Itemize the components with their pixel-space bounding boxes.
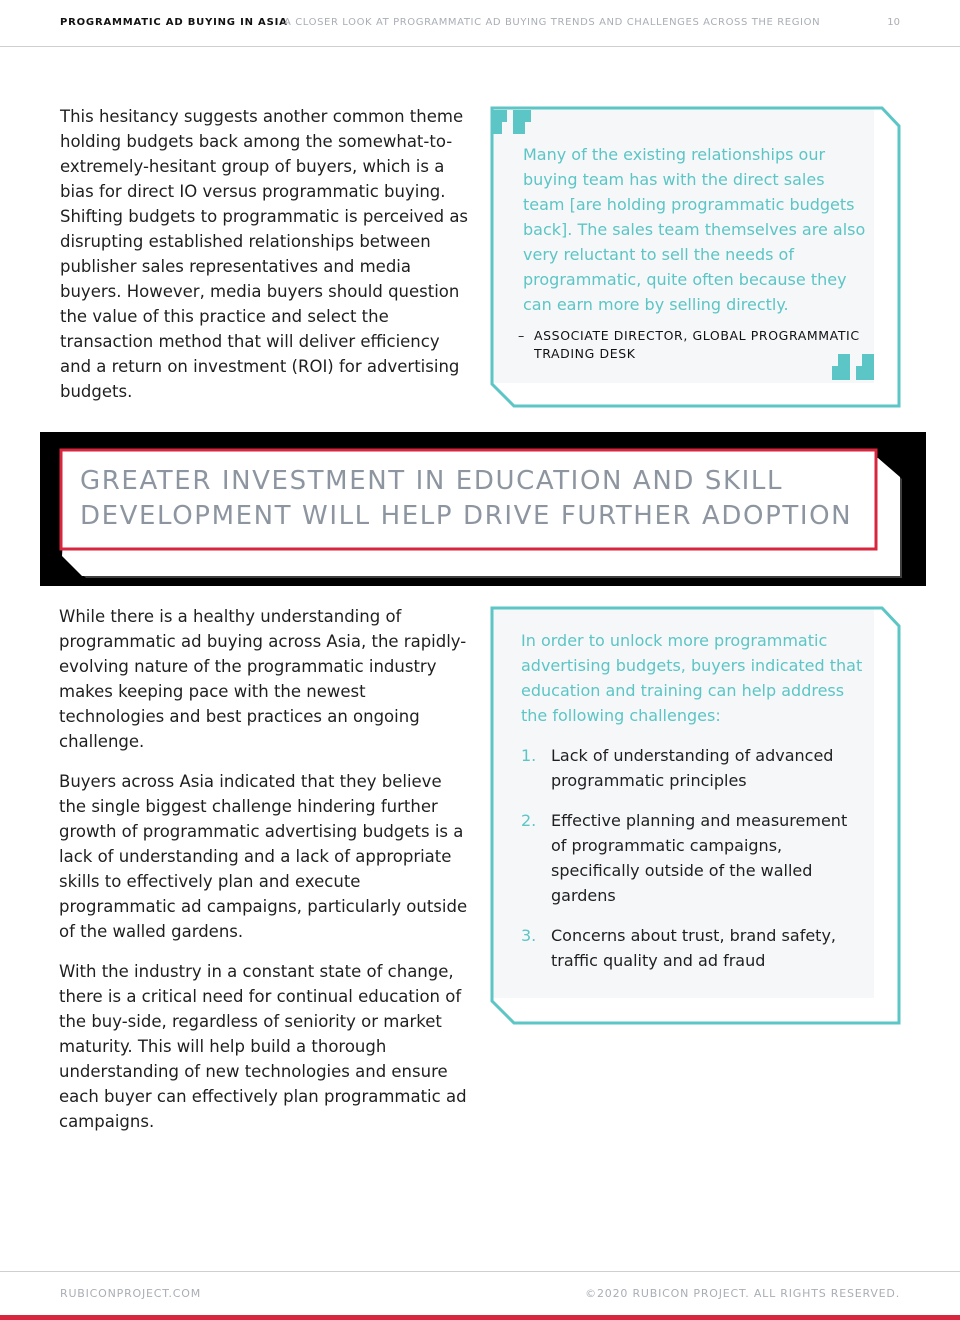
section-paragraph-3: With the industry in a constant state of change, there is a critical need for continual education of the buy-side, regardless of seniority or market maturity. This will help build a thorough understanding of new technologies and ensure each buyer can effectively plan programmatic ad campaigns. bbox=[59, 962, 467, 1131]
challenges-callout bbox=[490, 606, 901, 1026]
challenges-intro: In order to unlock more programmatic advertising budgets, buyers indicated that education and training can help address the following challenges: bbox=[521, 631, 863, 725]
attribution-text: ASSOCIATE DIRECTOR, GLOBAL PROGRAMMATIC TRADING DESK bbox=[534, 328, 860, 361]
list-item-text: Concerns about trust, brand safety, traffic quality and ad fraud bbox=[551, 926, 836, 970]
attribution-dash: – bbox=[518, 328, 525, 343]
page-number: 10 bbox=[887, 17, 900, 28]
intro-paragraph: This hesitancy suggests another common theme holding budgets back among the somewhat-to-extremely-hesitant group of buyers, which is a bias for direct IO versus programmatic buying. Shifting budgets to programmatic is perceived as disrupting established relationships between publisher sales representatives and media buyers. However, media buyers should question the value of this practice and select the transaction method that will deliver efficiency and a return on investment (ROI) for advertising budgets. bbox=[60, 107, 469, 401]
list-item-number: 2. bbox=[521, 811, 537, 830]
section-title: GREATER INVESTMENT IN EDUCATION AND SKILL DEVELOPMENT WILL HELP DRIVE FURTHER ADOPTION bbox=[80, 466, 853, 531]
footer-divider bbox=[0, 1271, 960, 1272]
challenges-body bbox=[521, 628, 866, 988]
section-paragraph-1: While there is a healthy understanding of programmatic ad buying across Asia, the rapidly-evolving nature of the programmatic industry makes keeping pace with the newest technologies and best practices an ongoing challenge. bbox=[59, 607, 467, 751]
list-item-text: Lack of understanding of advanced programmatic principles bbox=[551, 746, 834, 790]
list-item-text: Effective planning and measurement of programmatic campaigns, specifically outside of the walled gardens bbox=[551, 811, 848, 905]
page-header bbox=[0, 0, 960, 47]
section-body bbox=[59, 604, 471, 1149]
footer-copyright: ©2020 RUBICON PROJECT. ALL RIGHTS RESERVED. bbox=[585, 1287, 900, 1300]
quote-body bbox=[518, 142, 868, 363]
quote-attribution bbox=[518, 327, 868, 363]
footer-website-link[interactable]: RUBICONPROJECT.COM bbox=[60, 1287, 202, 1300]
intro-column bbox=[60, 104, 470, 419]
section-banner bbox=[40, 432, 926, 586]
list-item bbox=[521, 743, 866, 793]
list-item-number: 1. bbox=[521, 746, 537, 765]
list-item-number: 3. bbox=[521, 926, 537, 945]
challenges-list bbox=[521, 743, 866, 973]
section-paragraph-2: Buyers across Asia indicated that they believe the single biggest challenge hindering further growth of programmatic advertising budgets is a lack of understanding and a lack of appropriate skills to effectively plan and execute programmatic ad campaigns, particularly outside of the walled gardens. bbox=[59, 772, 468, 941]
quote-text: Many of the existing relationships our buying team has with the direct sales team [are holding programmatic budgets back]. The sales team themselves are also very reluctant to sell the needs of programmatic, quite often because they can earn more by selling directly. bbox=[523, 145, 866, 314]
header-subtitle: A CLOSER LOOK AT PROGRAMMATIC AD BUYING TRENDS AND CHALLENGES ACROSS THE REGION bbox=[284, 17, 821, 28]
list-item bbox=[521, 808, 866, 908]
header-title: PROGRAMMATIC AD BUYING IN ASIA bbox=[60, 17, 288, 28]
list-item bbox=[521, 923, 866, 973]
quote-callout bbox=[490, 106, 901, 408]
bottom-accent-bar bbox=[0, 1315, 960, 1320]
open-quote-icon bbox=[491, 108, 531, 138]
